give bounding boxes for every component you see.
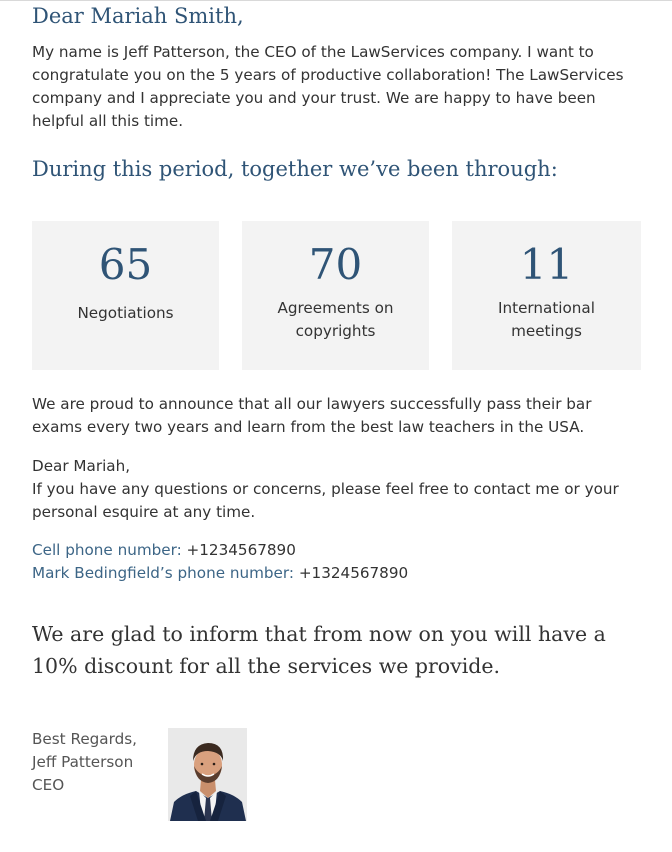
stat-value: 70 xyxy=(308,240,363,289)
top-divider xyxy=(0,0,672,1)
proud-paragraph: We are proud to announce that all our lawyers successfully pass their bar exams every two years and learn from the best law teachers in the USA. xyxy=(32,395,592,436)
signature-title: CEO xyxy=(32,776,65,794)
stat-value: 65 xyxy=(98,240,153,289)
dear-mariah-line: Dear Mariah, xyxy=(32,457,131,475)
period-subheading: During this period, together we’ve been through: xyxy=(32,157,558,181)
questions-paragraph xyxy=(32,455,644,524)
avatar xyxy=(168,728,247,821)
stat-label: International meetings xyxy=(498,299,595,340)
contact-row-cell xyxy=(32,539,408,562)
signature-name: Jeff Patterson xyxy=(32,753,134,771)
stat-card-agreements xyxy=(242,221,429,370)
person-portrait-icon xyxy=(168,728,247,821)
stats-row xyxy=(32,221,641,370)
contact-label: Mark Bedingfield’s phone number: xyxy=(32,564,294,582)
contact-label: Cell phone number: xyxy=(32,541,182,559)
stat-label: Negotiations xyxy=(77,304,174,322)
stat-card-negotiations xyxy=(32,221,219,370)
signature-regards: Best Regards, xyxy=(32,730,137,748)
stat-card-meetings xyxy=(452,221,641,370)
contact-row-esquire xyxy=(32,562,408,585)
intro-paragraph: My name is Jeff Patterson, the CEO of the LawServices company. I want to congratulate you on the 5 years of productive collaboration! The LawServices company and I appreciate you and your trust. We are happy to have been helpful all this time. xyxy=(32,43,624,130)
contact-list xyxy=(32,539,408,585)
signature-block xyxy=(32,728,137,797)
phone-number-link[interactable]: +1234567890 xyxy=(186,541,296,559)
stat-value: 11 xyxy=(519,240,574,289)
greeting-heading: Dear Mariah Smith, xyxy=(32,4,244,28)
discount-announcement: We are glad to inform that from now on you will have a 10% discount for all the services we provide. xyxy=(32,622,606,678)
questions-text: If you have any questions or concerns, please feel free to contact me or your personal esquire at any time. xyxy=(32,480,619,521)
phone-number-link[interactable]: +1324567890 xyxy=(298,564,409,582)
stat-label: Agreements on copyrights xyxy=(277,299,394,340)
